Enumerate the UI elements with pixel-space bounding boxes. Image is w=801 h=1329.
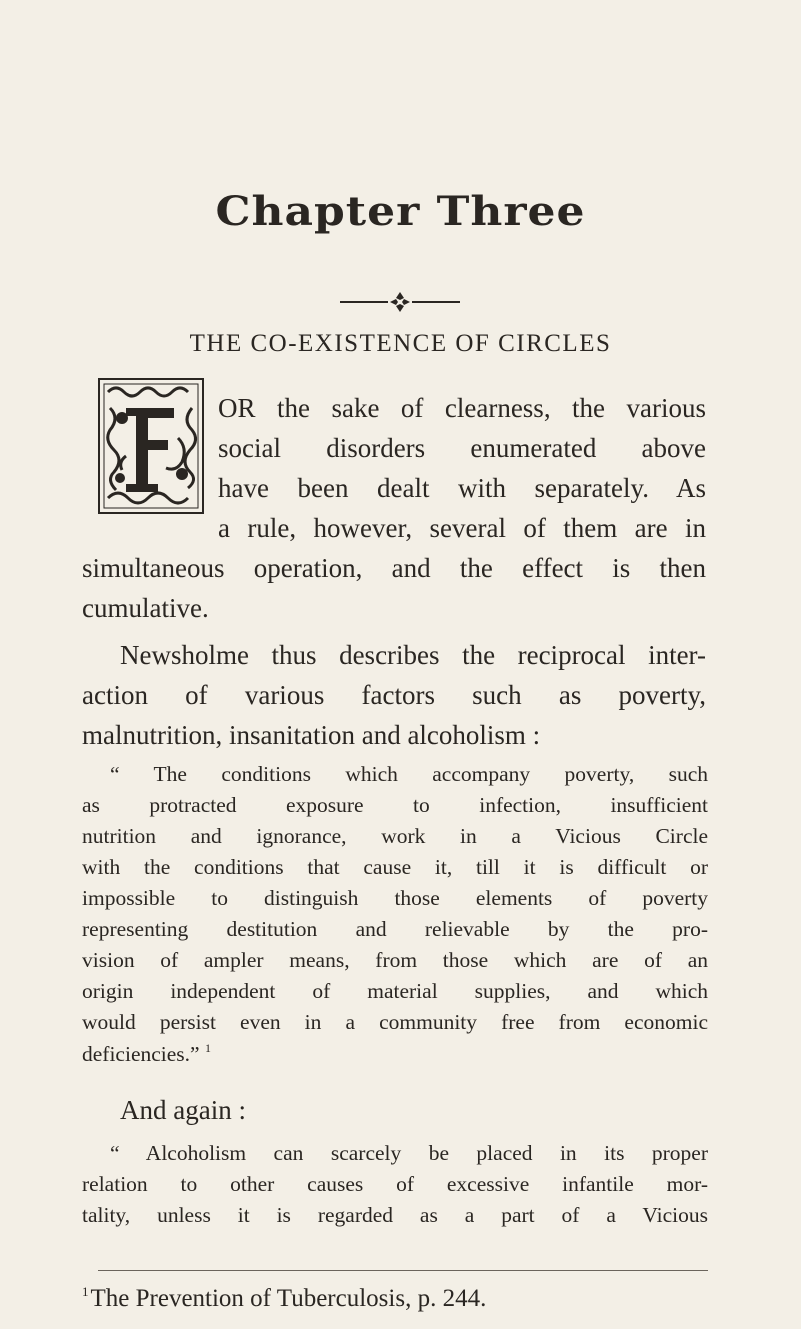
quote-line: as protracted exposure to infection, insufficient (82, 793, 708, 817)
chapter-title: Chapter Three (215, 188, 586, 235)
section-heading: THE CO-EXISTENCE OF CIRCLES (189, 330, 612, 357)
body-line: simultaneous operation, and the effect is then (82, 553, 706, 583)
quote-line: nutrition and ignorance, work in a Vicious Circle (82, 824, 708, 848)
body-line: cumulative. (82, 593, 209, 623)
quote-line: representing destitution and relievable by the pro- (82, 917, 708, 941)
ornament-divider-icon (330, 290, 470, 314)
quote-line: vision of ampler means, from those which are of an (82, 948, 708, 972)
quote-line: origin independent of material supplies, and which (82, 979, 708, 1003)
footnote-text: The Prevention of Tuberculosis, p. 244. (90, 1285, 487, 1312)
body-line: Newsholme thus describes the reciprocal inter- (120, 640, 706, 670)
quote-line: relation to other causes of excessive infantile mor- (82, 1172, 708, 1196)
quote-line-text: deficiencies.” (82, 1042, 200, 1066)
footnote-ref: 1 (204, 1041, 211, 1055)
quote-line: impossible to distinguish those elements of poverty (82, 886, 708, 910)
quote-line: would persist even in a community free from economic (82, 1010, 708, 1034)
body-line: OR the sake of clearness, the various (218, 393, 706, 423)
quote-line: “ The conditions which accompany poverty, such (110, 762, 708, 786)
footnote (82, 1284, 486, 1313)
footnote-marker: 1 (82, 1284, 89, 1299)
body-line: social disorders enumerated above (218, 433, 706, 463)
quote-line: with the conditions that cause it, till it is difficult or (82, 855, 708, 879)
quote-line: tality, unless it is regarded as a part of a Vicious (82, 1203, 708, 1227)
quote-line (82, 1041, 708, 1067)
quote-line: “ Alcoholism can scarcely be placed in its proper (110, 1141, 708, 1165)
body-line: a rule, however, several of them are in (218, 513, 706, 543)
body-line: action of various factors such as poverty, (82, 680, 706, 710)
body-line: And again : (120, 1095, 246, 1125)
body-line: malnutrition, insanitation and alcoholism : (82, 720, 541, 750)
dropcap-f-icon (98, 378, 204, 514)
footnote-rule (98, 1270, 708, 1271)
body-line: have been dealt with separately. As (218, 473, 706, 503)
